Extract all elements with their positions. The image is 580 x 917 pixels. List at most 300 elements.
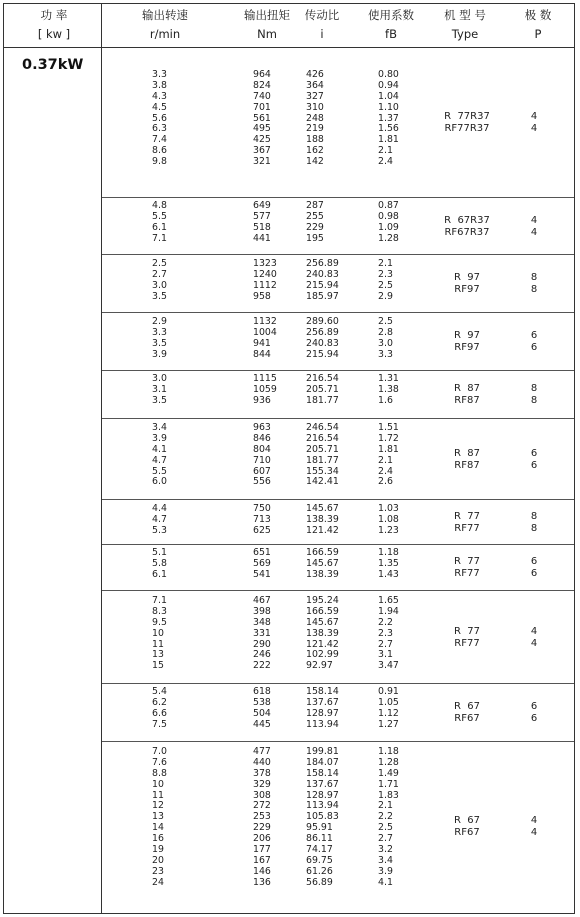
ratio-cell: 113.94 xyxy=(306,718,339,730)
torque-cell: 518 xyxy=(253,221,271,233)
factor-cell: 2.6 xyxy=(378,476,393,488)
model-type-line: R 87 xyxy=(453,383,481,394)
model-type-line: RF77 xyxy=(454,637,480,649)
speed-cell: 2.9 xyxy=(152,316,167,327)
pole-count xyxy=(510,330,558,354)
factor-cell: 0.98 xyxy=(378,210,399,222)
ratio-cell: 137.67 xyxy=(306,778,339,790)
pole-count-line: 4 xyxy=(530,123,538,134)
torque-cell: 378 xyxy=(253,767,271,779)
ratio-cell: 426 xyxy=(306,69,324,80)
model-type-line: R 97 xyxy=(453,272,481,283)
ratio-cell: 216.54 xyxy=(306,432,339,444)
motor-group xyxy=(102,198,574,255)
model-type-line: RF97 xyxy=(454,342,480,353)
speed-cell: 7.1 xyxy=(152,595,167,606)
factor-cell: 1.71 xyxy=(378,778,399,790)
speed-cell: 5.6 xyxy=(152,112,167,124)
factor-cell: 4.1 xyxy=(378,876,393,888)
table-row xyxy=(102,845,574,856)
speed-cell: 4.8 xyxy=(152,200,167,211)
header-factor-title: 使用系数 xyxy=(368,8,414,22)
torque-cell: 477 xyxy=(253,746,271,757)
model-type-line: R 87 xyxy=(453,447,481,459)
speed-cell: 2.5 xyxy=(152,258,167,269)
ratio-cell: 105.83 xyxy=(306,811,339,823)
pole-count-line: 8 xyxy=(530,284,538,295)
torque-cell: 177 xyxy=(253,844,271,856)
factor-cell: 3.4 xyxy=(378,854,393,866)
factor-cell: 1.18 xyxy=(378,746,399,757)
header-type xyxy=(428,4,502,42)
speed-cell: 3.9 xyxy=(152,348,167,360)
model-type xyxy=(427,626,507,650)
factor-cell: 2.7 xyxy=(378,638,393,650)
pole-count-line: 4 xyxy=(530,625,538,637)
header-torque-title: 输出扭矩 xyxy=(244,8,290,22)
ratio-cell: 121.42 xyxy=(306,638,339,650)
pole-count-line: 6 xyxy=(530,447,538,459)
ratio-cell: 162 xyxy=(306,145,324,157)
speed-cell: 6.0 xyxy=(152,476,167,488)
ratio-cell: 248 xyxy=(306,112,324,124)
header-ratio-unit: i xyxy=(320,27,324,41)
table-row xyxy=(102,856,574,867)
speed-cell: 4.1 xyxy=(152,443,167,455)
factor-cell: 2.4 xyxy=(378,156,393,168)
factor-cell: 1.09 xyxy=(378,221,399,233)
factor-cell: 1.51 xyxy=(378,422,399,433)
factor-cell: 3.3 xyxy=(378,348,393,360)
speed-cell: 24 xyxy=(152,876,164,888)
motor-group xyxy=(102,742,574,911)
ratio-cell: 310 xyxy=(306,101,324,113)
table-row xyxy=(102,70,574,81)
ratio-cell: 113.94 xyxy=(306,800,339,812)
speed-cell: 6.1 xyxy=(152,568,167,580)
ratio-cell: 246.54 xyxy=(306,422,339,433)
torque-cell: 1132 xyxy=(253,316,277,327)
ratio-cell: 155.34 xyxy=(306,465,339,477)
speed-cell: 8.6 xyxy=(152,145,167,157)
model-type xyxy=(427,815,507,839)
table-row xyxy=(102,650,574,661)
model-type xyxy=(427,215,507,239)
header-power-title: 功 率 xyxy=(40,8,68,22)
header-speed xyxy=(130,4,200,42)
pole-count-line: 8 xyxy=(530,395,538,406)
torque-cell: 146 xyxy=(253,865,271,877)
factor-cell: 1.35 xyxy=(378,557,399,569)
speed-cell: 4.4 xyxy=(152,503,167,514)
factor-cell: 1.43 xyxy=(378,568,399,580)
pole-count-line: 4 xyxy=(530,826,538,838)
table-row xyxy=(102,157,574,168)
torque-cell: 441 xyxy=(253,232,271,244)
pole-count-line: 4 xyxy=(530,637,538,649)
pole-count-line: 4 xyxy=(530,226,538,238)
motor-group xyxy=(102,500,574,545)
factor-cell: 2.2 xyxy=(378,811,393,823)
ratio-cell: 215.94 xyxy=(306,348,339,360)
table-row xyxy=(102,878,574,889)
factor-cell: 1.49 xyxy=(378,767,399,779)
header-poles-unit: P xyxy=(534,27,542,41)
model-type-line: R 67 xyxy=(453,701,481,712)
header-power-unit: [ kw ] xyxy=(37,27,71,41)
torque-cell: 804 xyxy=(253,443,271,455)
model-type xyxy=(427,383,507,407)
speed-cell: 11 xyxy=(152,789,164,801)
ratio-cell: 121.42 xyxy=(306,524,339,536)
factor-cell: 1.23 xyxy=(378,524,399,536)
speed-cell: 3.0 xyxy=(152,373,167,384)
torque-cell: 846 xyxy=(253,432,271,444)
ratio-cell: 289.60 xyxy=(306,316,339,327)
factor-cell: 0.91 xyxy=(378,686,399,697)
ratio-cell: 181.77 xyxy=(306,394,339,406)
ratio-cell: 327 xyxy=(306,90,324,102)
ratio-cell: 145.67 xyxy=(306,616,339,628)
factor-cell: 2.7 xyxy=(378,833,393,845)
torque-cell: 290 xyxy=(253,638,271,650)
factor-cell: 1.31 xyxy=(378,373,399,384)
ratio-cell: 95.91 xyxy=(306,822,333,834)
ratio-cell: 137.67 xyxy=(306,696,339,708)
ratio-cell: 364 xyxy=(306,79,324,91)
factor-cell: 1.04 xyxy=(378,90,399,102)
factor-cell: 2.5 xyxy=(378,279,393,291)
factor-cell: 1.56 xyxy=(378,123,399,135)
factor-cell: 1.28 xyxy=(378,756,399,768)
header-type-title: 机 型 号 xyxy=(444,8,486,22)
torque-cell: 321 xyxy=(253,156,271,168)
model-type-line: RF77 xyxy=(454,568,480,579)
ratio-cell: 195 xyxy=(306,232,324,244)
factor-cell: 1.08 xyxy=(378,513,399,525)
factor-cell: 2.5 xyxy=(378,316,393,327)
torque-cell: 1240 xyxy=(253,268,277,280)
model-type-line: R 77 xyxy=(453,556,481,567)
pole-count xyxy=(510,511,558,535)
speed-cell: 3.5 xyxy=(152,394,167,406)
torque-cell: 701 xyxy=(253,101,271,113)
model-type xyxy=(427,511,507,535)
pole-count xyxy=(510,215,558,239)
model-type-line: RF87 xyxy=(454,459,480,471)
table-row xyxy=(102,780,574,791)
torque-cell: 222 xyxy=(253,660,271,672)
speed-cell: 23 xyxy=(152,865,164,877)
factor-cell: 2.1 xyxy=(378,454,393,466)
model-type-line: RF77R37 xyxy=(444,123,490,134)
speed-cell: 5.5 xyxy=(152,465,167,477)
header-factor xyxy=(356,4,426,42)
torque-cell: 1059 xyxy=(253,383,277,395)
torque-cell: 440 xyxy=(253,756,271,768)
factor-cell: 2.3 xyxy=(378,268,393,280)
model-type-line: RF87 xyxy=(454,395,480,406)
torque-cell: 844 xyxy=(253,348,271,360)
ratio-cell: 128.97 xyxy=(306,789,339,801)
ratio-cell: 142 xyxy=(306,156,324,168)
speed-cell: 7.4 xyxy=(152,134,167,146)
ratio-cell: 69.75 xyxy=(306,854,333,866)
motor-groups xyxy=(102,48,574,911)
factor-cell: 1.05 xyxy=(378,696,399,708)
motor-group xyxy=(102,684,574,742)
factor-cell: 2.8 xyxy=(378,326,393,338)
torque-cell: 398 xyxy=(253,605,271,617)
speed-cell: 7.6 xyxy=(152,756,167,768)
pole-count-line: 6 xyxy=(530,713,538,724)
speed-cell: 12 xyxy=(152,800,164,812)
model-type-line: RF67 xyxy=(454,713,480,724)
torque-cell: 541 xyxy=(253,568,271,580)
speed-cell: 19 xyxy=(152,844,164,856)
factor-cell: 1.37 xyxy=(378,112,399,124)
factor-cell: 1.6 xyxy=(378,394,393,406)
speed-cell: 6.1 xyxy=(152,221,167,233)
motor-group xyxy=(102,48,574,198)
header-speed-title: 输出转速 xyxy=(142,8,188,22)
ratio-cell: 184.07 xyxy=(306,756,339,768)
model-type-line: RF97 xyxy=(454,284,480,295)
pole-count-line: 8 xyxy=(530,510,538,522)
model-type xyxy=(427,556,507,580)
ratio-cell: 240.83 xyxy=(306,268,339,280)
speed-cell: 9.8 xyxy=(152,156,167,168)
factor-cell: 3.47 xyxy=(378,660,399,672)
ratio-cell: 158.14 xyxy=(306,686,339,697)
torque-cell: 618 xyxy=(253,686,271,697)
ratio-cell: 188 xyxy=(306,134,324,146)
model-type xyxy=(427,448,507,472)
motor-group xyxy=(102,545,574,591)
factor-cell: 3.2 xyxy=(378,844,393,856)
ratio-cell: 287 xyxy=(306,200,324,211)
torque-cell: 964 xyxy=(253,69,271,80)
torque-cell: 740 xyxy=(253,90,271,102)
speed-cell: 7.0 xyxy=(152,746,167,757)
torque-cell: 561 xyxy=(253,112,271,124)
pole-count-line: 6 xyxy=(530,342,538,353)
ratio-cell: 128.97 xyxy=(306,707,339,719)
speed-cell: 3.0 xyxy=(152,279,167,291)
torque-cell: 206 xyxy=(253,833,271,845)
speed-cell: 5.4 xyxy=(152,686,167,697)
pole-count-line: 4 xyxy=(530,214,538,226)
header-power xyxy=(22,4,86,42)
model-type-line: RF77 xyxy=(454,522,480,534)
factor-cell: 3.0 xyxy=(378,337,393,349)
ratio-cell: 61.26 xyxy=(306,865,333,877)
speed-cell: 5.8 xyxy=(152,557,167,569)
pole-count xyxy=(510,111,558,135)
ratio-cell: 138.39 xyxy=(306,513,339,525)
torque-cell: 1004 xyxy=(253,326,277,338)
speed-cell: 6.3 xyxy=(152,123,167,135)
pole-count xyxy=(510,383,558,407)
model-type-line: R 77R37 xyxy=(444,111,490,122)
table-row xyxy=(102,201,574,212)
factor-cell: 1.94 xyxy=(378,605,399,617)
torque-cell: 1112 xyxy=(253,279,277,291)
torque-cell: 367 xyxy=(253,145,271,157)
ratio-cell: 219 xyxy=(306,123,324,135)
speed-cell: 5.3 xyxy=(152,524,167,536)
factor-cell: 0.87 xyxy=(378,200,399,211)
torque-cell: 651 xyxy=(253,547,271,558)
factor-cell: 1.72 xyxy=(378,432,399,444)
ratio-cell: 256.89 xyxy=(306,258,339,269)
ratio-cell: 229 xyxy=(306,221,324,233)
torque-cell: 750 xyxy=(253,503,271,514)
motor-group xyxy=(102,591,574,684)
pole-count xyxy=(510,448,558,472)
factor-cell: 3.1 xyxy=(378,649,393,661)
table-header xyxy=(4,4,574,48)
ratio-cell: 145.67 xyxy=(306,557,339,569)
ratio-cell: 195.24 xyxy=(306,595,339,606)
factor-cell: 3.9 xyxy=(378,865,393,877)
torque-cell: 538 xyxy=(253,696,271,708)
ratio-cell: 181.77 xyxy=(306,454,339,466)
header-factor-unit: fB xyxy=(385,27,397,41)
pole-count xyxy=(510,272,558,296)
torque-cell: 445 xyxy=(253,718,271,730)
torque-cell: 425 xyxy=(253,134,271,146)
speed-cell: 10 xyxy=(152,627,164,639)
ratio-cell: 138.39 xyxy=(306,627,339,639)
factor-cell: 2.1 xyxy=(378,258,393,269)
factor-cell: 1.65 xyxy=(378,595,399,606)
pole-count-line: 6 xyxy=(530,568,538,579)
ratio-cell: 92.97 xyxy=(306,660,333,672)
pole-count-line: 6 xyxy=(530,701,538,712)
factor-cell: 1.28 xyxy=(378,232,399,244)
factor-cell: 1.81 xyxy=(378,443,399,455)
torque-cell: 607 xyxy=(253,465,271,477)
header-torque-unit: Nm xyxy=(257,27,277,41)
ratio-cell: 256.89 xyxy=(306,326,339,338)
torque-cell: 495 xyxy=(253,123,271,135)
torque-cell: 824 xyxy=(253,79,271,91)
model-type-line: R 77 xyxy=(453,625,481,637)
ratio-cell: 102.99 xyxy=(306,649,339,661)
torque-cell: 577 xyxy=(253,210,271,222)
ratio-cell: 158.14 xyxy=(306,767,339,779)
factor-cell: 1.83 xyxy=(378,789,399,801)
torque-cell: 958 xyxy=(253,290,271,302)
ratio-cell: 205.71 xyxy=(306,443,339,455)
model-type-line: R 67R37 xyxy=(444,214,490,226)
factor-cell: 1.03 xyxy=(378,503,399,514)
pole-count xyxy=(510,556,558,580)
speed-cell: 4.3 xyxy=(152,90,167,102)
torque-cell: 504 xyxy=(253,707,271,719)
factor-cell: 0.80 xyxy=(378,69,399,80)
speed-cell: 6.2 xyxy=(152,696,167,708)
torque-cell: 556 xyxy=(253,476,271,488)
factor-cell: 1.81 xyxy=(378,134,399,146)
header-poles xyxy=(512,4,564,42)
ratio-cell: 215.94 xyxy=(306,279,339,291)
factor-cell: 1.10 xyxy=(378,101,399,113)
pole-count-line: 6 xyxy=(530,330,538,341)
speed-cell: 4.5 xyxy=(152,101,167,113)
model-type-line: RF67R37 xyxy=(444,226,490,238)
speed-cell: 14 xyxy=(152,822,164,834)
speed-cell: 7.5 xyxy=(152,718,167,730)
speed-cell: 20 xyxy=(152,854,164,866)
model-type xyxy=(427,111,507,135)
torque-cell: 963 xyxy=(253,422,271,433)
ratio-cell: 185.97 xyxy=(306,290,339,302)
torque-cell: 331 xyxy=(253,627,271,639)
speed-cell: 8.3 xyxy=(152,605,167,617)
table-row xyxy=(102,81,574,92)
model-type-line: R 67 xyxy=(453,814,481,826)
speed-cell: 10 xyxy=(152,778,164,790)
speed-cell: 3.4 xyxy=(152,422,167,433)
table-row xyxy=(102,661,574,672)
speed-cell: 15 xyxy=(152,660,164,672)
speed-cell: 3.3 xyxy=(152,326,167,338)
speed-cell: 3.8 xyxy=(152,79,167,91)
factor-cell: 1.38 xyxy=(378,383,399,395)
pole-count-line: 4 xyxy=(530,111,538,122)
factor-cell: 2.1 xyxy=(378,800,393,812)
ratio-cell: 142.41 xyxy=(306,476,339,488)
motor-group xyxy=(102,419,574,500)
torque-cell: 167 xyxy=(253,854,271,866)
pole-count xyxy=(510,626,558,650)
ratio-cell: 205.71 xyxy=(306,383,339,395)
ratio-cell: 255 xyxy=(306,210,324,222)
torque-cell: 467 xyxy=(253,595,271,606)
pole-count-line: 4 xyxy=(530,814,538,826)
speed-cell: 13 xyxy=(152,649,164,661)
torque-cell: 569 xyxy=(253,557,271,569)
header-poles-title: 极 数 xyxy=(524,8,552,22)
ratio-cell: 240.83 xyxy=(306,337,339,349)
factor-cell: 1.27 xyxy=(378,718,399,730)
torque-cell: 246 xyxy=(253,649,271,661)
ratio-cell: 86.11 xyxy=(306,833,333,845)
torque-cell: 936 xyxy=(253,394,271,406)
power-value: 0.37kW xyxy=(22,57,84,73)
factor-cell: 2.5 xyxy=(378,822,393,834)
table-row xyxy=(102,867,574,878)
table-row xyxy=(102,146,574,157)
pole-count-line: 6 xyxy=(530,556,538,567)
torque-cell: 1323 xyxy=(253,258,277,269)
motor-group xyxy=(102,371,574,419)
pole-count-line: 8 xyxy=(530,522,538,534)
header-ratio xyxy=(292,4,352,42)
pole-count-line: 8 xyxy=(530,383,538,394)
torque-cell: 136 xyxy=(253,876,271,888)
speed-cell: 13 xyxy=(152,811,164,823)
model-type-line: R 97 xyxy=(453,330,481,341)
factor-cell: 2.4 xyxy=(378,465,393,477)
pole-count-line: 8 xyxy=(530,272,538,283)
model-type xyxy=(427,272,507,296)
torque-cell: 710 xyxy=(253,454,271,466)
speed-cell: 3.5 xyxy=(152,337,167,349)
factor-cell: 2.9 xyxy=(378,290,393,302)
